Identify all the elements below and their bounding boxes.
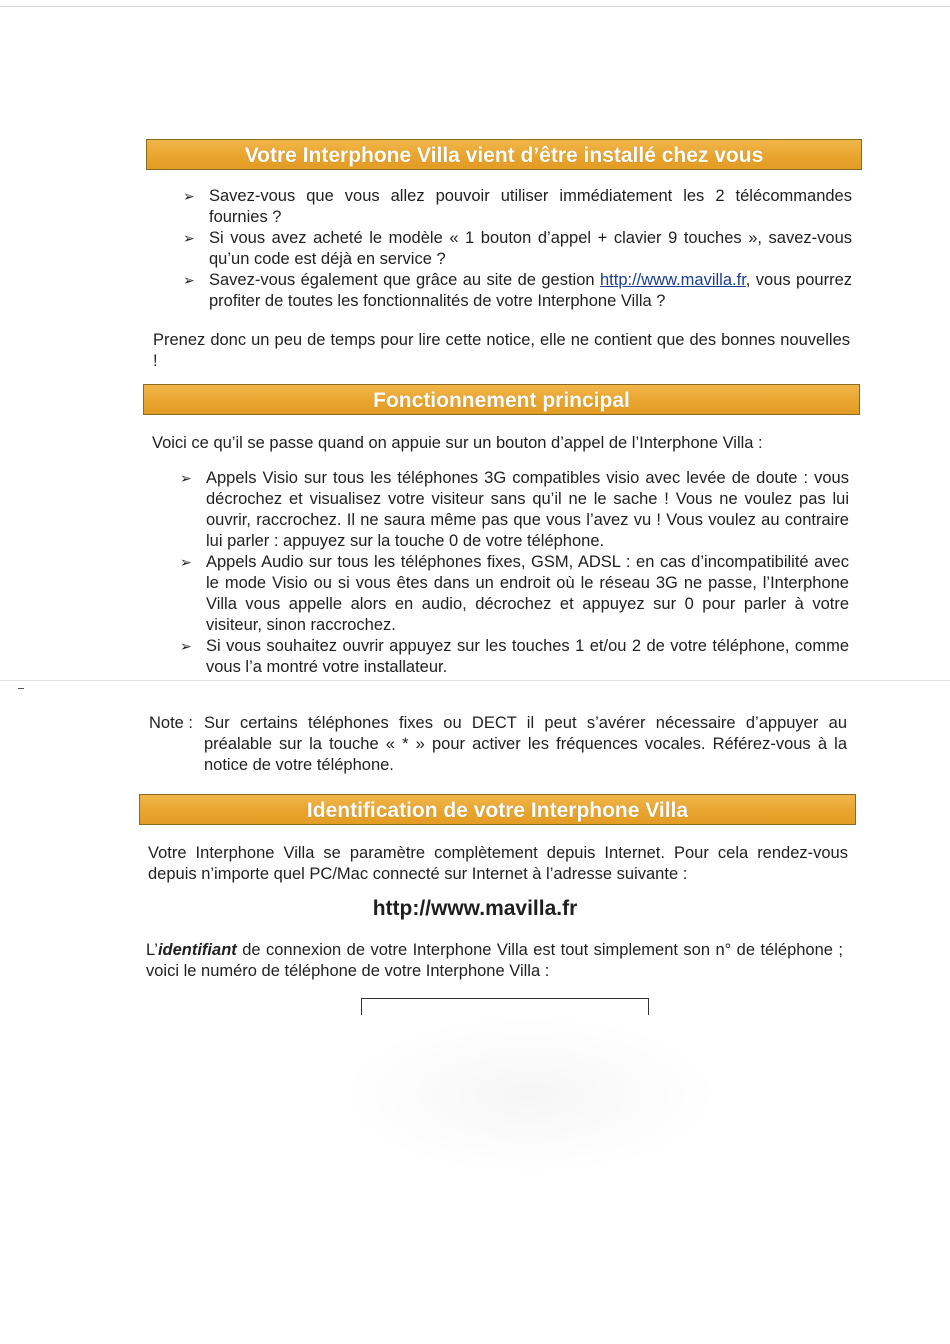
list-item: ➢ Si vous souhaitez ouvrir appuyez sur les touches 1 et/ou 2 de votre téléphone, comme vous l’a montré votre installateur.: [180, 637, 849, 676]
closing-paragraph: Prenez donc un peu de temps pour lire cette notice, elle ne contient que des bonnes nouvelles !: [153, 331, 850, 370]
section-banner-identification: [139, 794, 856, 825]
section-banner-installation: [146, 139, 862, 170]
list-item: ➢ Si vous avez acheté le modèle « 1 bouton d’appel + clavier 9 touches », savez-vous qu’un code est déjà en service ?: [183, 229, 852, 268]
mavilla-url[interactable]: http://www.mavilla.fr: [372, 897, 578, 920]
section-title: Fonctionnement principal: [373, 389, 630, 412]
operation-list: [180, 468, 849, 678]
list-item: ➢ Savez-vous que vous allez pouvoir utiliser immédiatement les 2 télécommandes fournies ?: [183, 187, 852, 226]
section-title: Identification de votre Interphone Villa: [306, 799, 689, 822]
arrow-bullet-icon: ➢: [183, 188, 195, 204]
fold-mark: [18, 688, 24, 689]
identification-intro: Votre Interphone Villa se paramètre complètement depuis Internet. Pour cela rendez-vous depuis n’importe quel PC/Mac connecté sur Internet à l’adresse suivante :: [148, 844, 848, 883]
phone-number-box: [361, 998, 649, 1015]
section-banner-operation: [143, 384, 860, 415]
arrow-bullet-icon: ➢: [180, 470, 192, 486]
identifier-paragraph: L’identifiant de connexion de votre Interphone Villa est tout simplement son n° de téléphone ; voici le numéro de téléphone de votre Interphone Villa :: [146, 941, 843, 980]
list-item: ➢ Appels Visio sur tous les téléphones 3G compatibles visio avec levée de doute : vous décrochez et visualisez votre visiteur sans qu’il ne le sache ! Vous ne voulez pas lui ouvrir, raccrochez. Il ne saura même pas que vous l’avez vu ! Vous voulez au contraire lui parler : appuyez sur la touche 0 de votre téléphone.: [180, 469, 849, 550]
mavilla-link[interactable]: http://www.mavilla.fr: [599, 271, 746, 289]
arrow-bullet-icon: ➢: [183, 272, 195, 288]
note-label: Note :: [149, 714, 194, 732]
section-title: Votre Interphone Villa vient d’être installé chez vous: [244, 144, 764, 167]
scan-shadow: [340, 1015, 720, 1175]
list-item: ➢ Savez-vous également que grâce au site de gestion http://www.mavilla.fr, vous pourrez profiter de toutes les fonctionnalités de votre Interphone Villa ?: [183, 271, 852, 310]
list-item: ➢ Appels Audio sur tous les téléphones fixes, GSM, ADSL : en cas d’incompatibilité avec le mode Visio ou si vous êtes dans un endroit où le réseau 3G ne passe, l’Interphone Villa vous appelle alors en audio, décrochez et appuyez sur 0 pour parler à votre visiteur, sinon raccrochez.: [180, 553, 849, 634]
operation-intro: Voici ce qu’il se passe quand on appuie sur un bouton d’appel de l’Interphone Villa :: [152, 434, 763, 452]
scan-edge-line: [0, 6, 950, 7]
arrow-bullet-icon: ➢: [183, 230, 195, 246]
identifier-word: identifiant: [157, 941, 237, 959]
arrow-bullet-icon: ➢: [180, 554, 192, 570]
arrow-bullet-icon: ➢: [180, 638, 192, 654]
installation-list: [183, 186, 852, 312]
fold-crease: [0, 680, 950, 681]
note-text: Sur certains téléphones fixes ou DECT il peut s’avérer nécessaire d’appuyer au préalable sur la touche « * » pour activer les fréquences vocales. Référez-vous à la notice de votre téléphone.: [204, 714, 847, 774]
